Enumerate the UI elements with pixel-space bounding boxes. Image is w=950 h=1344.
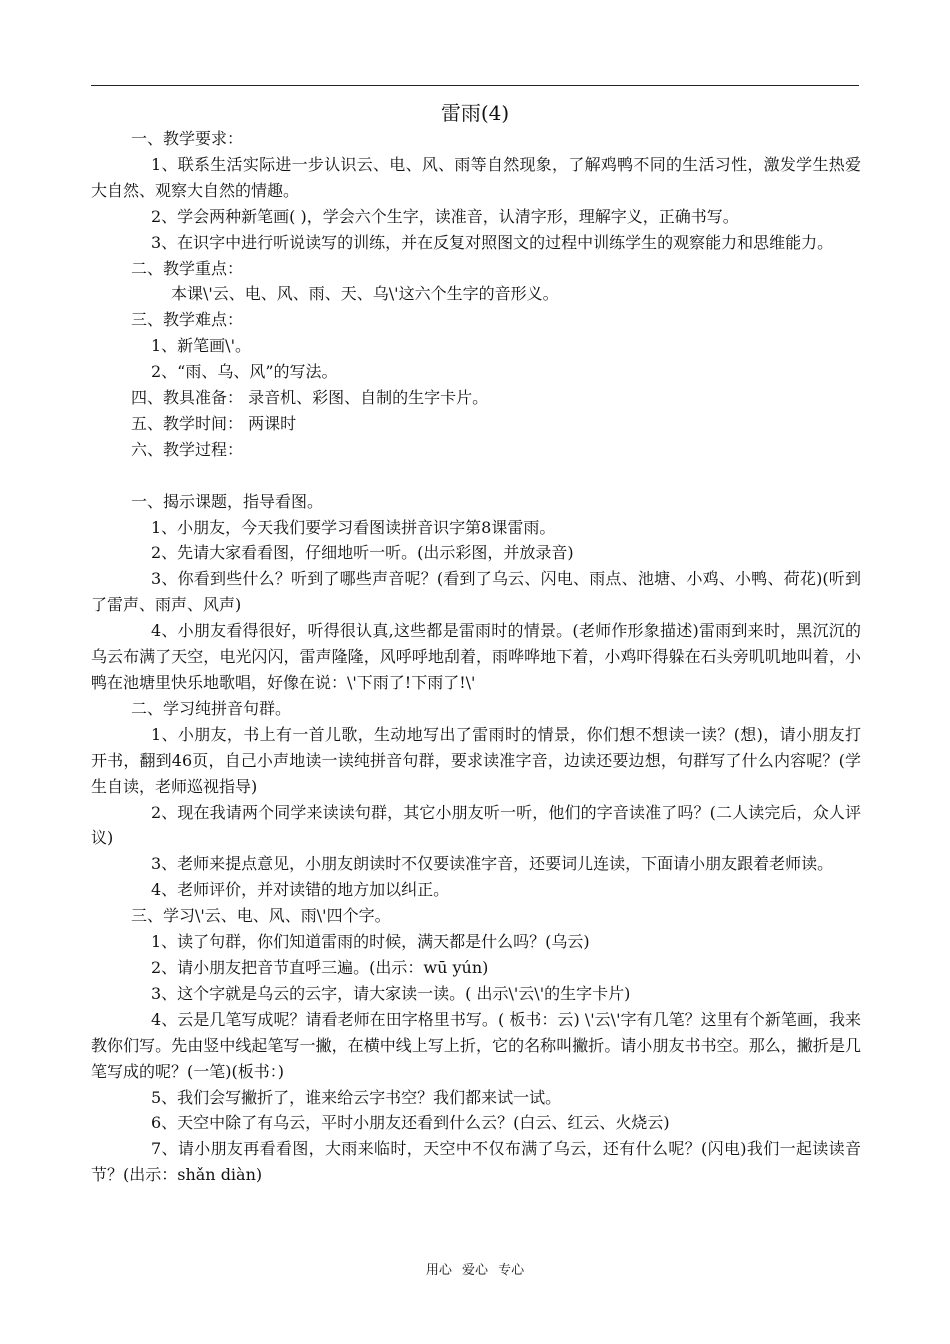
section-heading: 六、教学过程： [131, 439, 244, 459]
paragraph: 4、云是几笔写成呢？请看老师在田字格里书写。( 板书：云) \'云\'字有几笔？这里有个新笔画，我来教你们写。先由竖中线起笔写一撇，在横中线上写上折，它的名称叫撇折。请小朋友书书空。那么，撇折是几笔写成的呢？(一笔)(板书：) [91, 1009, 861, 1081]
paragraph: 1、读了句群，你们知道雷雨的时候，满天都是什么吗？(乌云) [151, 932, 590, 952]
paragraph: 3、这个字就是乌云的云字，请大家读一读。( 出示\'云\'的生字卡片) [151, 983, 631, 1003]
page-footer: 用心 爱心 专心 [425, 1263, 525, 1278]
paragraph: 2、“雨、乌、风”的写法。 [151, 362, 338, 382]
paragraph: 2、先请大家看看图，仔细地听一听。(出示彩图，并放录音) [151, 543, 574, 563]
paragraph: 2、现在我请两个同学来读读句群，其它小朋友听一听，他们的字音读准了吗？(二人读完后，众人评议) [91, 802, 861, 848]
paragraph: 4、老师评价，并对读错的地方加以纠正。 [151, 880, 450, 900]
paragraph: 2、请小朋友把音节直呼三遍。(出示：wū yún) [151, 957, 489, 977]
paragraph: 3、在识字中进行听说读写的训练，并在反复对照图文的过程中训练学生的观察能力和思维能力。 [151, 232, 834, 252]
paragraph: 1、小朋友，今天我们要学习看图读拼音识字第8课雷雨。 [151, 517, 556, 537]
section-heading: 三、教学难点： [131, 310, 244, 330]
section-heading: 三、学习\'云、电、风、雨\'四个字。 [131, 906, 391, 926]
section-heading: 二、教学重点： [131, 258, 244, 278]
section-heading: 一、揭示课题，指导看图。 [131, 491, 324, 511]
paragraph: 2、学会两种新笔画( )，学会六个生字，读准音，认清字形，理解字义，正确书写。 [151, 206, 739, 226]
paragraph: 1、小朋友，书上有一首儿歌，生动地写出了雷雨时的情景，你们想不想读一读？(想)，请小朋友打开书，翻到46页，自己小声地读一读纯拼音句群，要求读准字音，边读还要边想，句群写了什么内容呢？(学生自读，老师巡视指导) [91, 724, 861, 796]
paragraph: 3、你看到些什么？听到了哪些声音呢？(看到了乌云、闪电、雨点、池塘、小鸡、小鸭、荷花)(听到了雷声、雨声、风声) [91, 569, 861, 615]
section-heading: 二、学习纯拼音句群。 [131, 698, 292, 718]
paragraph: 1、联系生活实际进一步认识云、电、风、雨等自然现象，了解鸡鸭不同的生活习性，激发学生热爱大自然、观察大自然的情趣。 [91, 154, 861, 200]
header-rule [91, 85, 859, 86]
paragraph: 3、老师来提点意见，小朋友朗读时不仅要读准字音，还要词儿连读，下面请小朋友跟着老师读。 [151, 854, 834, 874]
paragraph: 4、小朋友看得很好，听得很认真,这些都是雷雨时的情景。(老师作形象描述)雷雨到来时，黑沉沉的乌云布满了天空，电光闪闪，雷声隆隆，风呼呼地刮着，雨哗哗地下着，小鸡吓得躲在石头旁叽叽地叫着，小鸭在池塘里快乐地歌唱，好像在说：\'下雨了!下雨了!\' [91, 621, 861, 693]
paragraph: 6、天空中除了有乌云，平时小朋友还看到什么云？(白云、红云、火烧云) [151, 1113, 670, 1133]
blank-line [91, 463, 861, 489]
section-heading: 四、教具准备： 录音机、彩图、自制的生字卡片。 [131, 388, 489, 408]
section-heading: 一、教学要求： [131, 129, 244, 148]
page-title: 雷雨(4) [440, 101, 510, 125]
paragraph: 5、我们会写撇折了，谁来给云字书空？我们都来试一试。 [151, 1087, 562, 1107]
document-body [91, 126, 861, 1188]
paragraph: 7、请小朋友再看看图，大雨来临时，天空中不仅布满了乌云，还有什么呢？(闪电)我们一起读读音节？(出示：shǎn diàn) [91, 1139, 861, 1185]
paragraph: 本课\'云、电、风、雨、天、乌\'这六个生字的音形义。 [171, 284, 559, 304]
section-heading: 五、教学时间： 两课时 [131, 413, 297, 433]
paragraph: 1、新笔画\'。 [151, 336, 251, 356]
